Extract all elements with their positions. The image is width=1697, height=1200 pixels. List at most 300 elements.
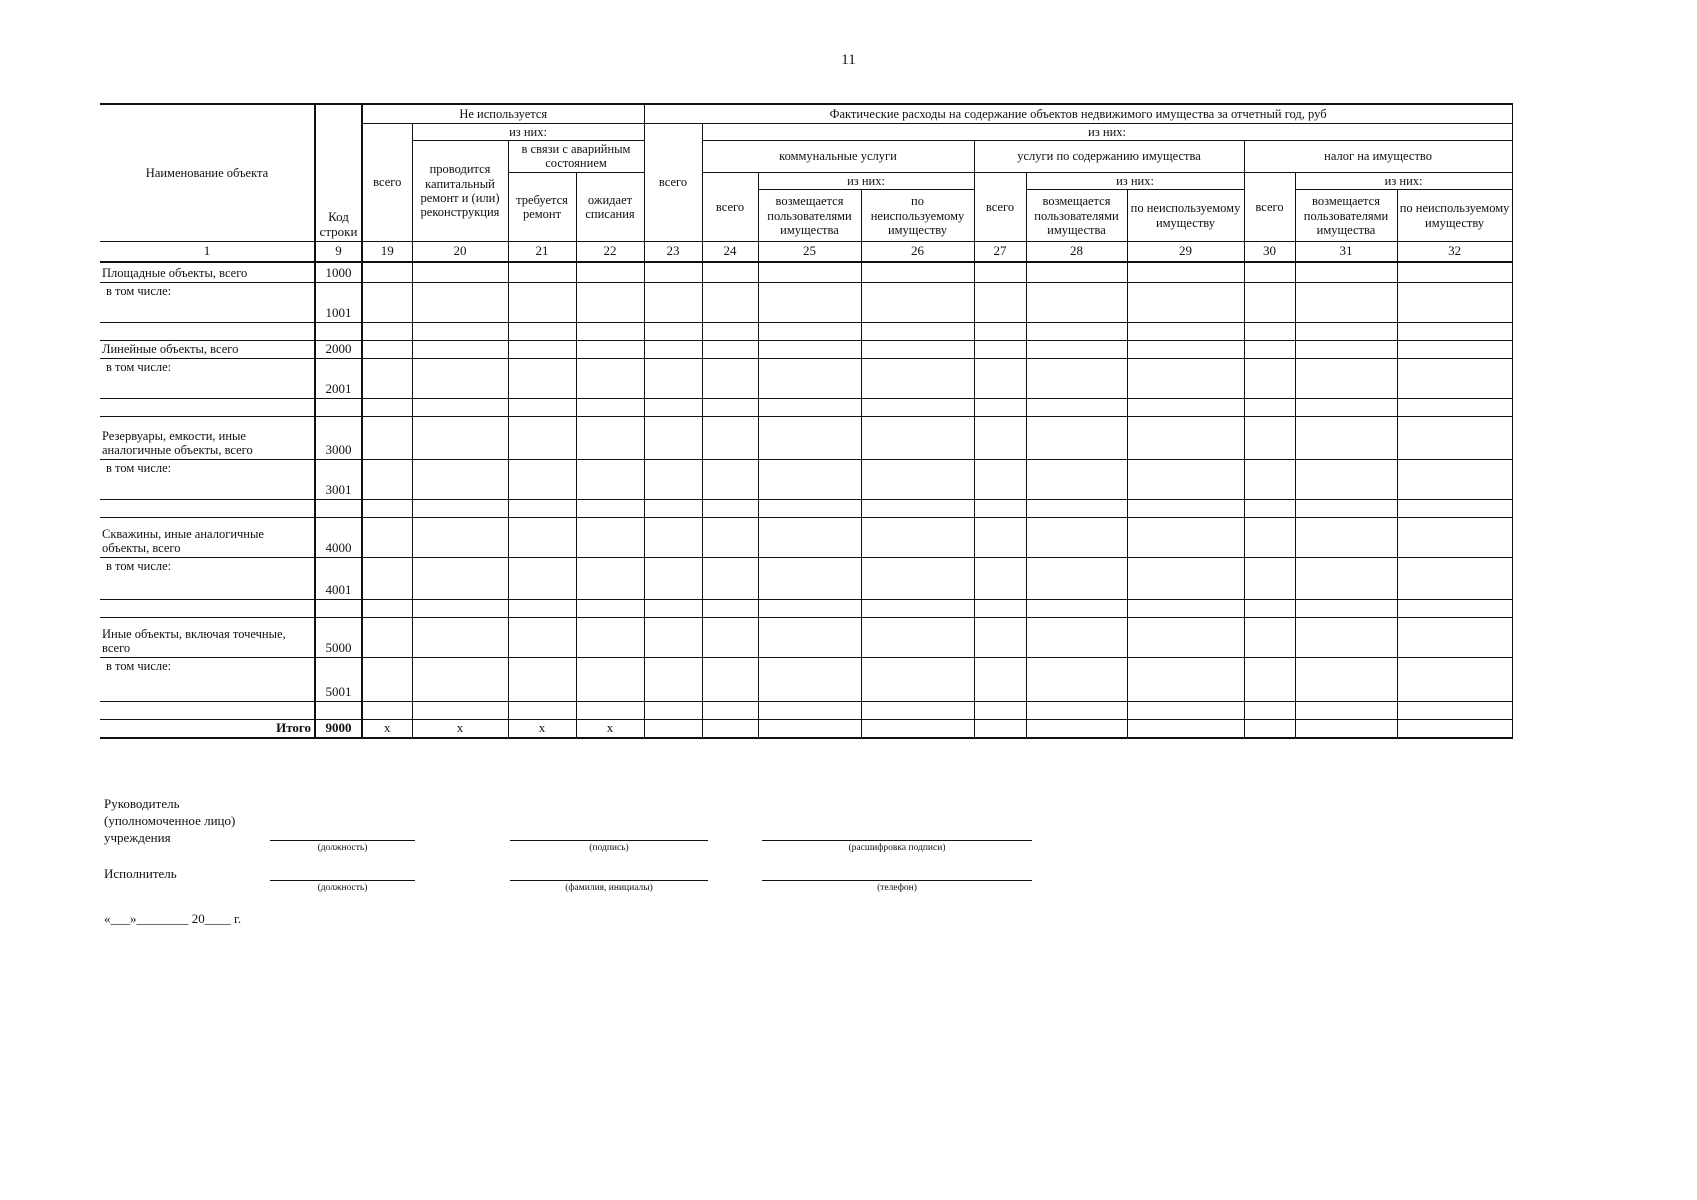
header-maintenance: услуги по содержанию имущества [974,140,1244,172]
data-cell[interactable] [702,416,758,459]
data-cell[interactable] [576,398,644,416]
row-code-blank[interactable] [315,398,362,416]
data-cell[interactable] [702,599,758,617]
data-cell[interactable] [362,617,412,657]
data-cell[interactable] [861,398,974,416]
data-cell[interactable] [1295,617,1397,657]
data-cell[interactable] [861,557,974,599]
header-maintenance-unused: по неиспользуемому имуществу [1127,190,1244,242]
data-cell[interactable] [702,617,758,657]
data-cell[interactable] [412,322,508,340]
data-cell[interactable] [412,499,508,517]
head-signature-caption: (подпись) [589,843,629,853]
report-table [100,103,1513,739]
total-cell[interactable] [1244,719,1295,738]
executor-position-line[interactable] [270,880,415,881]
data-cell[interactable] [974,701,1026,719]
data-cell[interactable] [362,340,412,358]
data-cell[interactable] [1397,322,1512,340]
total-cell[interactable] [1026,719,1127,738]
data-cell[interactable] [702,557,758,599]
data-cell[interactable] [412,459,508,499]
data-cell[interactable] [1127,340,1244,358]
total-x-mark: x [508,719,576,738]
head-signature-decode-line[interactable] [762,840,1032,841]
data-cell[interactable] [1295,416,1397,459]
column-number: 24 [702,242,758,263]
row-code: 2000 [315,340,362,358]
row-code-blank[interactable] [315,499,362,517]
data-cell[interactable] [758,398,861,416]
data-cell[interactable] [974,262,1026,282]
data-cell[interactable] [1244,282,1295,322]
data-cell[interactable] [1397,657,1512,701]
data-cell[interactable] [1244,459,1295,499]
data-cell[interactable] [412,657,508,701]
data-cell[interactable] [1397,282,1512,322]
including-label: в том числе: [100,282,315,322]
data-cell[interactable] [758,322,861,340]
data-cell[interactable] [1295,398,1397,416]
head-position-caption: (должность) [317,843,368,853]
including-label: в том числе: [100,557,315,599]
executor-position-caption: (должность) [317,883,368,893]
header-not-used-of-them: из них: [412,123,644,140]
table-row [100,358,1512,398]
data-cell[interactable] [974,557,1026,599]
object-name-blank[interactable] [100,322,315,340]
data-cell[interactable] [508,340,576,358]
total-x-mark: x [362,719,412,738]
total-label: Итого [100,719,315,738]
data-cell[interactable] [974,322,1026,340]
table-row [100,599,1512,617]
object-name: Площадные объекты, всего [100,262,315,282]
data-cell[interactable] [702,262,758,282]
data-cell[interactable] [1397,340,1512,358]
data-cell[interactable] [974,416,1026,459]
data-cell[interactable] [974,599,1026,617]
data-cell[interactable] [644,340,702,358]
data-cell[interactable] [1295,557,1397,599]
data-cell[interactable] [1244,340,1295,358]
column-number: 29 [1127,242,1244,263]
data-cell[interactable] [1244,701,1295,719]
data-cell[interactable] [758,459,861,499]
data-cell[interactable] [1397,617,1512,657]
object-name-blank[interactable] [100,599,315,617]
data-cell[interactable] [1026,282,1127,322]
total-cell[interactable] [1127,719,1244,738]
head-signature-line[interactable] [510,840,708,841]
data-cell[interactable] [1295,459,1397,499]
row-code: 5001 [315,657,362,701]
data-cell[interactable] [1244,657,1295,701]
data-cell[interactable] [1026,499,1127,517]
data-cell[interactable] [1127,617,1244,657]
data-cell[interactable] [1295,599,1397,617]
data-cell[interactable] [758,282,861,322]
column-number: 28 [1026,242,1127,263]
header-not-used-total: всего [362,123,412,242]
head-label-3: учреждения [104,830,171,845]
data-cell[interactable] [1295,282,1397,322]
data-cell[interactable] [412,701,508,719]
data-cell[interactable] [861,517,974,557]
data-cell[interactable] [1127,262,1244,282]
data-cell[interactable] [412,557,508,599]
data-cell[interactable] [576,499,644,517]
data-cell[interactable] [576,322,644,340]
data-cell[interactable] [702,701,758,719]
data-cell[interactable] [412,282,508,322]
data-cell[interactable] [702,657,758,701]
data-cell[interactable] [758,701,861,719]
data-cell[interactable] [576,282,644,322]
table-body [100,262,1512,738]
data-cell[interactable] [861,262,974,282]
data-cell[interactable] [974,617,1026,657]
data-cell[interactable] [1397,701,1512,719]
row-code-blank[interactable] [315,701,362,719]
data-cell[interactable] [644,599,702,617]
table-row [100,617,1512,657]
data-cell[interactable] [1244,262,1295,282]
data-cell[interactable] [1244,499,1295,517]
data-cell[interactable] [1026,262,1127,282]
data-cell[interactable] [861,322,974,340]
header-not-used: Не используется [362,104,644,123]
data-cell[interactable] [758,657,861,701]
data-cell[interactable] [508,557,576,599]
data-cell[interactable] [974,517,1026,557]
data-cell[interactable] [1127,398,1244,416]
data-cell[interactable] [974,358,1026,398]
data-cell[interactable] [1397,398,1512,416]
object-name-blank[interactable] [100,398,315,416]
data-cell[interactable] [412,617,508,657]
data-cell[interactable] [576,617,644,657]
data-cell[interactable] [861,340,974,358]
data-cell[interactable] [644,499,702,517]
data-cell[interactable] [758,517,861,557]
data-cell[interactable] [362,599,412,617]
data-cell[interactable] [1026,701,1127,719]
column-number: 31 [1295,242,1397,263]
data-cell[interactable] [1026,599,1127,617]
data-cell[interactable] [576,416,644,459]
data-cell[interactable] [974,657,1026,701]
data-cell[interactable] [412,398,508,416]
total-cell[interactable] [1397,719,1512,738]
data-cell[interactable] [508,416,576,459]
data-cell[interactable] [1026,322,1127,340]
data-cell[interactable] [362,322,412,340]
data-cell[interactable] [508,459,576,499]
data-cell[interactable] [1397,599,1512,617]
header-tax-unused: по неиспользуемому имуществу [1397,190,1512,242]
head-label-2: (уполномоченное лицо) [104,813,236,828]
data-cell[interactable] [576,459,644,499]
header-maintenance-reimbursed: возмещается пользователями имущества [1026,190,1127,242]
data-cell[interactable] [508,322,576,340]
table-row [100,322,1512,340]
data-cell[interactable] [362,416,412,459]
header-utilities-unused: по неиспользуемому имуществу [861,190,974,242]
data-cell[interactable] [508,599,576,617]
data-cell[interactable] [702,517,758,557]
data-cell[interactable] [412,358,508,398]
data-cell[interactable] [412,416,508,459]
header-expenses-of-them: из них: [702,123,1512,140]
data-cell[interactable] [861,358,974,398]
data-cell[interactable] [1295,499,1397,517]
data-cell[interactable] [1244,599,1295,617]
data-cell[interactable] [974,282,1026,322]
data-cell[interactable] [644,701,702,719]
table-row [100,557,1512,599]
row-code-blank[interactable] [315,599,362,617]
total-cell[interactable] [758,719,861,738]
data-cell[interactable] [1244,416,1295,459]
data-cell[interactable] [508,517,576,557]
data-cell[interactable] [1295,701,1397,719]
data-cell[interactable] [758,599,861,617]
total-cell[interactable] [644,719,702,738]
row-code-blank[interactable] [315,322,362,340]
data-cell[interactable] [1397,459,1512,499]
data-cell[interactable] [362,459,412,499]
data-cell[interactable] [1397,416,1512,459]
data-cell[interactable] [861,499,974,517]
data-cell[interactable] [644,657,702,701]
data-cell[interactable] [412,340,508,358]
data-cell[interactable] [974,398,1026,416]
data-cell[interactable] [1026,557,1127,599]
data-cell[interactable] [362,262,412,282]
data-cell[interactable] [1127,416,1244,459]
data-cell[interactable] [508,701,576,719]
data-cell[interactable] [1244,517,1295,557]
data-cell[interactable] [1244,617,1295,657]
data-cell[interactable] [576,657,644,701]
including-label: в том числе: [100,358,315,398]
date-line[interactable]: «___»________ 20____ г. [104,911,242,926]
column-number: 27 [974,242,1026,263]
total-cell[interactable] [702,719,758,738]
data-cell[interactable] [861,657,974,701]
column-number: 22 [576,242,644,263]
data-cell[interactable] [1127,358,1244,398]
data-cell[interactable] [758,340,861,358]
data-cell[interactable] [576,517,644,557]
data-cell[interactable] [1127,499,1244,517]
header-expenses-total: всего [644,123,702,242]
data-cell[interactable] [1127,557,1244,599]
total-cell[interactable] [861,719,974,738]
data-cell[interactable] [1397,557,1512,599]
data-cell[interactable] [576,701,644,719]
data-cell[interactable] [362,282,412,322]
data-cell[interactable] [508,617,576,657]
data-cell[interactable] [576,599,644,617]
page-number: 11 [841,52,856,68]
data-cell[interactable] [644,262,702,282]
row-code: 4001 [315,557,362,599]
data-cell[interactable] [702,282,758,322]
header-object-name: Наименование объекта [100,104,315,242]
data-cell[interactable] [861,617,974,657]
data-cell[interactable] [412,599,508,617]
head-signature-decode-caption: (расшифровка подписи) [848,843,946,853]
header-maintenance-of-them: из них: [1026,172,1244,189]
object-name-blank[interactable] [100,499,315,517]
data-cell[interactable] [362,398,412,416]
data-cell[interactable] [508,262,576,282]
data-cell[interactable] [1397,517,1512,557]
data-cell[interactable] [644,358,702,398]
data-cell[interactable] [576,557,644,599]
column-number: 30 [1244,242,1295,263]
data-cell[interactable] [1026,398,1127,416]
table-row [100,398,1512,416]
including-label: в том числе: [100,657,315,701]
data-cell[interactable] [1127,282,1244,322]
column-number: 9 [315,242,362,263]
data-cell[interactable] [644,282,702,322]
data-cell[interactable] [861,599,974,617]
data-cell[interactable] [758,262,861,282]
executor-name-line[interactable] [510,880,708,881]
data-cell[interactable] [362,657,412,701]
data-cell[interactable] [1295,358,1397,398]
data-cell[interactable] [1397,262,1512,282]
data-cell[interactable] [1244,557,1295,599]
data-cell[interactable] [362,517,412,557]
data-cell[interactable] [861,459,974,499]
column-number: 25 [758,242,861,263]
table-row [100,340,1512,358]
data-cell[interactable] [1026,617,1127,657]
data-cell[interactable] [702,499,758,517]
data-cell[interactable] [362,557,412,599]
total-cell[interactable] [1295,719,1397,738]
data-cell[interactable] [576,340,644,358]
data-cell[interactable] [702,398,758,416]
header-actual-expenses: Фактические расходы на содержание объектов недвижимого имущества за отчетный год, руб [644,104,1512,123]
total-cell[interactable] [974,719,1026,738]
data-cell[interactable] [861,416,974,459]
data-cell[interactable] [1244,322,1295,340]
data-cell[interactable] [1295,517,1397,557]
data-cell[interactable] [644,416,702,459]
row-code: 2001 [315,358,362,398]
column-number: 20 [412,242,508,263]
data-cell[interactable] [1397,499,1512,517]
data-cell[interactable] [1295,262,1397,282]
data-cell[interactable] [1295,322,1397,340]
data-cell[interactable] [861,701,974,719]
data-cell[interactable] [412,262,508,282]
data-cell[interactable] [644,459,702,499]
data-cell[interactable] [576,262,644,282]
header-property-tax: налог на имущество [1244,140,1512,172]
table-row [100,416,1512,459]
data-cell[interactable] [1127,657,1244,701]
data-cell[interactable] [508,358,576,398]
header-maintenance-total: всего [974,172,1026,241]
table-row [100,499,1512,517]
data-cell[interactable] [1026,517,1127,557]
data-cell[interactable] [362,358,412,398]
data-cell[interactable] [644,517,702,557]
data-cell[interactable] [702,358,758,398]
including-label: в том числе: [100,459,315,499]
header-utilities-reimbursed: возмещается пользователями имущества [758,190,861,242]
data-cell[interactable] [1295,340,1397,358]
data-cell[interactable] [1244,358,1295,398]
data-cell[interactable] [1127,322,1244,340]
data-cell[interactable] [644,322,702,340]
data-cell[interactable] [508,282,576,322]
head-position-line[interactable] [270,840,415,841]
data-cell[interactable] [758,617,861,657]
table-row [100,282,1512,322]
data-cell[interactable] [508,398,576,416]
data-cell[interactable] [644,617,702,657]
header-utilities: коммунальные услуги [702,140,974,172]
data-cell[interactable] [1026,657,1127,701]
data-cell[interactable] [702,459,758,499]
data-cell[interactable] [1026,459,1127,499]
data-cell[interactable] [1127,517,1244,557]
data-cell[interactable] [758,557,861,599]
data-cell[interactable] [1026,340,1127,358]
data-cell[interactable] [576,358,644,398]
data-cell[interactable] [702,340,758,358]
header-utilities-total: всего [702,172,758,241]
data-cell[interactable] [702,322,758,340]
data-cell[interactable] [1026,416,1127,459]
header-utilities-of-them: из них: [758,172,974,189]
data-cell[interactable] [861,282,974,322]
data-cell[interactable] [974,459,1026,499]
data-cell[interactable] [1127,599,1244,617]
data-cell[interactable] [362,701,412,719]
data-cell[interactable] [1127,459,1244,499]
data-cell[interactable] [1127,701,1244,719]
data-cell[interactable] [644,398,702,416]
data-cell[interactable] [758,416,861,459]
data-cell[interactable] [1295,657,1397,701]
object-name-blank[interactable] [100,701,315,719]
data-cell[interactable] [758,499,861,517]
data-cell[interactable] [1026,358,1127,398]
data-cell[interactable] [412,517,508,557]
executor-phone-line[interactable] [762,880,1032,881]
data-cell[interactable] [974,499,1026,517]
data-cell[interactable] [508,499,576,517]
header-row-code: Код строки [315,104,362,242]
data-cell[interactable] [1397,358,1512,398]
data-cell[interactable] [758,358,861,398]
data-cell[interactable] [644,557,702,599]
data-cell[interactable] [508,657,576,701]
column-number: 1 [100,242,315,263]
data-cell[interactable] [1244,398,1295,416]
data-cell[interactable] [974,340,1026,358]
data-cell[interactable] [362,499,412,517]
